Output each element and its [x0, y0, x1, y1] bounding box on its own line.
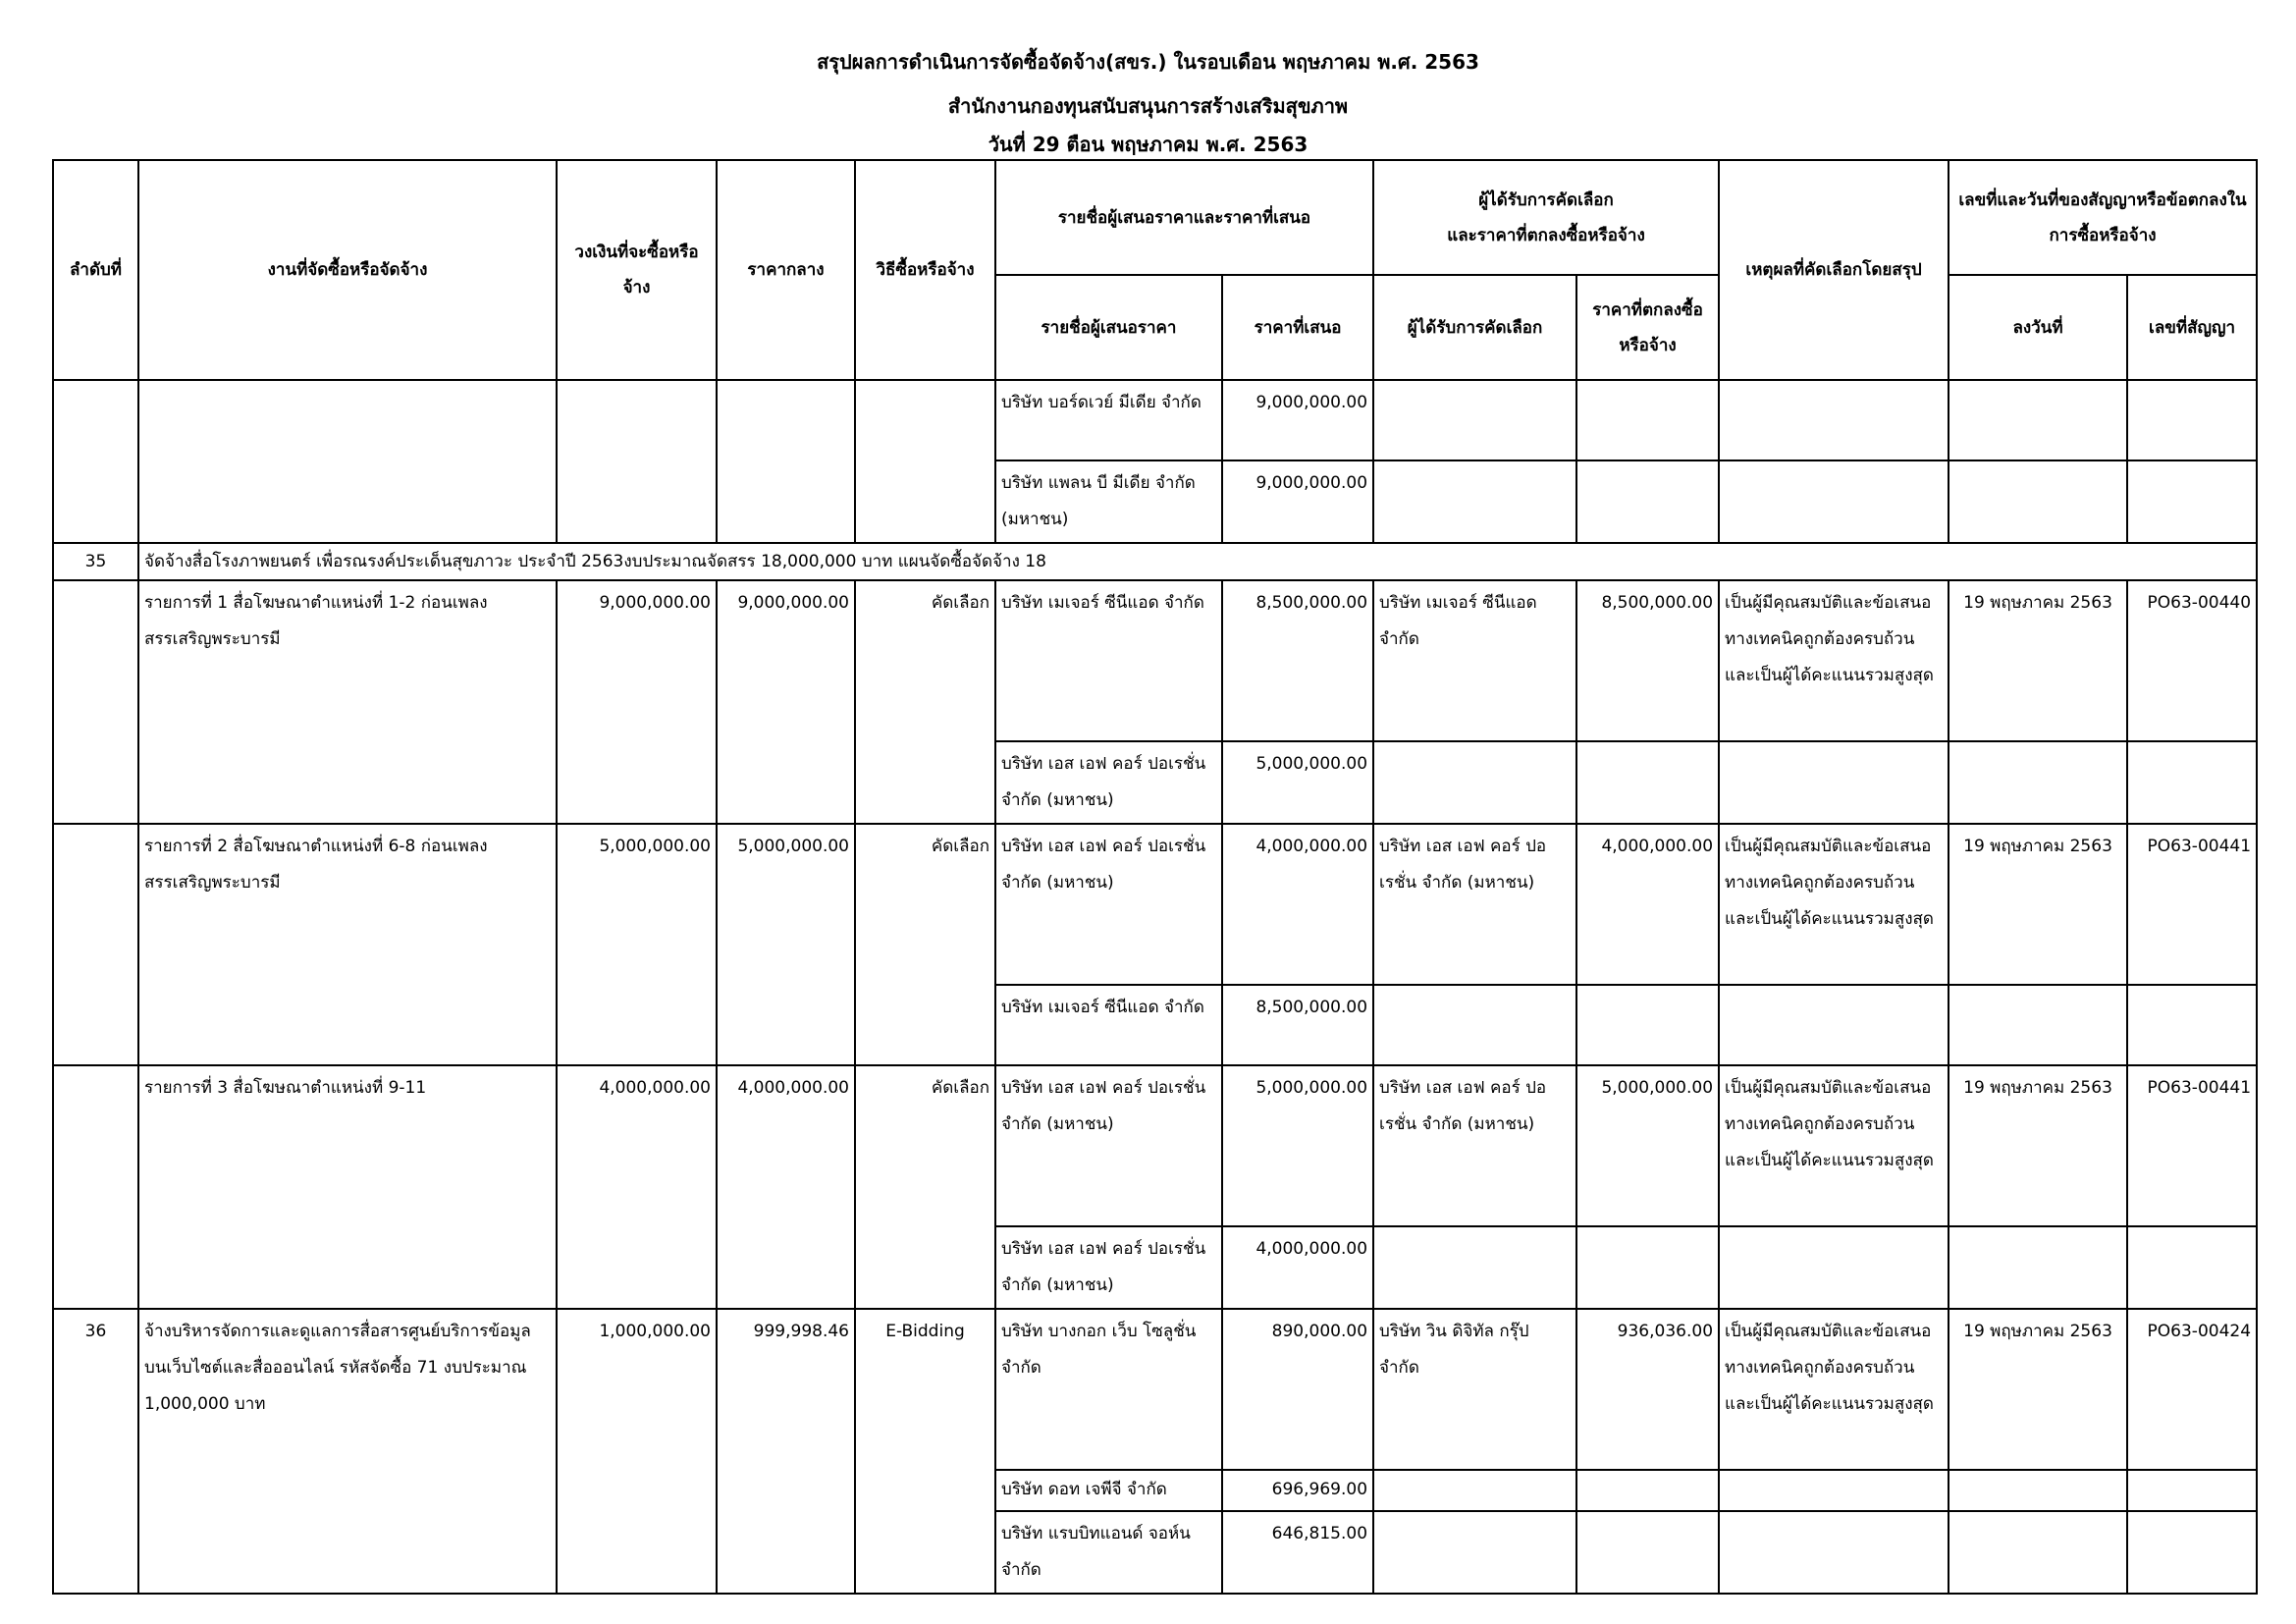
bid-price: 4,000,000.00	[1222, 1226, 1373, 1309]
cell-empty	[1949, 1226, 2127, 1309]
col-contract-no: เลขที่สัญญา	[2127, 275, 2257, 380]
cell-empty	[2127, 1470, 2257, 1511]
selection-reason: เป็นผู้มีคุณสมบัติและข้อเสนอทางเทคนิคถูกต้องครบถ้วนและเป็นผู้ได้คะแนนรวมสูงสุด	[1719, 824, 1949, 985]
agreed-price: 5,000,000.00	[1576, 1065, 1719, 1226]
cell-empty	[2127, 380, 2257, 460]
col-bidders-group: รายชื่อผู้เสนอราคาและราคาที่เสนอ	[995, 160, 1373, 275]
cell-empty	[1576, 741, 1719, 824]
cell-empty	[1576, 460, 1719, 543]
cell-empty	[1719, 1226, 1949, 1309]
procurement-table	[52, 159, 2258, 1595]
col-agreed-price: ราคาที่ตกลงซื้อหรือจ้าง	[1576, 275, 1719, 380]
cell-empty	[53, 380, 138, 543]
bidder-name: บริษัท เอส เอฟ คอร์ ปอเรชั่น จำกัด (มหาชน)	[995, 1065, 1222, 1226]
agreed-price: 8,500,000.00	[1576, 580, 1719, 741]
agreed-price: 4,000,000.00	[1576, 824, 1719, 985]
cell-empty	[1576, 1511, 1719, 1594]
cell-empty	[1373, 1226, 1576, 1309]
procurement-method: คัดเลือก	[855, 824, 995, 1065]
selected-vendor: บริษัท เอส เอฟ คอร์ ปอเรชั่น จำกัด (มหาชน)	[1373, 1065, 1576, 1226]
cell-empty	[1373, 741, 1576, 824]
cell-empty	[1373, 1470, 1576, 1511]
agreed-price: 936,036.00	[1576, 1309, 1719, 1470]
cell-empty	[1373, 380, 1576, 460]
col-seq: ลำดับที่	[53, 160, 138, 380]
col-contract-group: เลขที่และวันที่ของสัญญาหรือข้อตกลงในการซื้อหรือจ้าง	[1949, 160, 2257, 275]
table-row	[53, 1065, 2257, 1226]
cell-empty	[1719, 380, 1949, 460]
bid-price: 5,000,000.00	[1222, 1065, 1373, 1226]
item-title: จัดจ้างสื่อโรงภาพยนตร์ เพื่อรณรงค์ประเด็นสุขภาวะ ประจำปี 2563งบประมาณจัดสรร 18,000,000 บาท แผนจัดซื้อจัดจ้าง 18	[138, 543, 2257, 580]
bid-price: 5,000,000.00	[1222, 741, 1373, 824]
bid-price: 9,000,000.00	[1222, 380, 1373, 460]
contract-number: PO63-00441	[2127, 1065, 2257, 1226]
col-selected-group-line1: ผู้ได้รับการคัดเลือก	[1478, 189, 1614, 210]
agency-name: สำนักงานกองทุนสนับสนุนการสร้างเสริมสุขภาพ	[947, 94, 1349, 118]
bidder-name: บริษัท เมเจอร์ ซีนีแอด จำกัด	[995, 985, 1222, 1065]
bidder-name: บริษัท บางกอก เว็บ โซลูชั่น จำกัด	[995, 1309, 1222, 1470]
cell-empty	[2127, 460, 2257, 543]
bidder-name: บริษัท ดอท เจพีจี จำกัด	[995, 1470, 1222, 1511]
cell-empty	[1949, 380, 2127, 460]
bidder-name: บริษัท เอส เอฟ คอร์ ปอเรชั่น จำกัด (มหาชน)	[995, 741, 1222, 824]
budget-amount: 5,000,000.00	[557, 824, 717, 1065]
cell-empty	[1719, 460, 1949, 543]
contract-date: 19 พฤษภาคม 2563	[1949, 1309, 2127, 1470]
col-selected-group-line2: และราคาที่ตกลงซื้อหรือจ้าง	[1447, 225, 1645, 245]
budget-amount: 4,000,000.00	[557, 1065, 717, 1309]
col-work: งานที่จัดซื้อหรือจัดจ้าง	[138, 160, 557, 380]
cell-empty	[557, 380, 717, 543]
bid-price: 8,500,000.00	[1222, 985, 1373, 1065]
col-reason: เหตุผลที่คัดเลือกโดยสรุป	[1719, 160, 1949, 380]
cell-empty	[1576, 1226, 1719, 1309]
report-title: สรุปผลการดำเนินการจัดซื้อจัดจ้าง(สขร.) ในรอบเดือน พฤษภาคม พ.ศ. 2563	[817, 50, 1479, 74]
bid-price: 646,815.00	[1222, 1511, 1373, 1594]
cell-empty	[2127, 1511, 2257, 1594]
work-description: จ้างบริหารจัดการและดูแลการสื่อสารศูนย์บริการข้อมูลบนเว็บไซต์และสื่อออนไลน์ รหัสจัดซื้อ 71 งบประมาณ 1,000,000 บาท	[138, 1309, 557, 1594]
bidder-name: บริษัท แพลน บี มีเดีย จำกัด (มหาชน)	[995, 460, 1222, 543]
bidder-name: บริษัท เมเจอร์ ซีนีแอด จำกัด	[995, 580, 1222, 741]
cell-empty	[1373, 460, 1576, 543]
cell-empty	[1576, 985, 1719, 1065]
col-median-price: ราคากลาง	[717, 160, 855, 380]
cell-empty	[855, 380, 995, 543]
work-description: รายการที่ 2 สื่อโฆษณาตำแหน่งที่ 6-8 ก่อนเพลงสรรเสริญพระบารมี	[138, 824, 557, 1065]
bid-price: 4,000,000.00	[1222, 824, 1373, 985]
contract-number: PO63-00441	[2127, 824, 2257, 985]
median-price: 4,000,000.00	[717, 1065, 855, 1309]
bidder-name: บริษัท เอส เอฟ คอร์ ปอเรชั่น จำกัด (มหาชน)	[995, 824, 1222, 985]
cell-empty	[1719, 741, 1949, 824]
cell-empty	[53, 580, 138, 824]
procurement-method: E-Bidding	[855, 1309, 995, 1594]
col-selected-group	[1373, 160, 1719, 275]
contract-date: 19 พฤษภาคม 2563	[1949, 580, 2127, 741]
contract-date: 19 พฤษภาคม 2563	[1949, 1065, 2127, 1226]
contract-number: PO63-00440	[2127, 580, 2257, 741]
col-bid-price: ราคาที่เสนอ	[1222, 275, 1373, 380]
table-row	[53, 380, 2257, 460]
contract-date: 19 พฤษภาคม 2563	[1949, 824, 2127, 985]
cell-empty	[1373, 1511, 1576, 1594]
cell-empty	[1949, 460, 2127, 543]
cell-empty	[717, 380, 855, 543]
cell-empty	[1719, 1470, 1949, 1511]
selection-reason: เป็นผู้มีคุณสมบัติและข้อเสนอทางเทคนิคถูกต้องครบถ้วนและเป็นผู้ได้คะแนนรวมสูงสุด	[1719, 1065, 1949, 1226]
bid-price: 9,000,000.00	[1222, 460, 1373, 543]
cell-empty	[1719, 1511, 1949, 1594]
cell-empty	[53, 1065, 138, 1309]
cell-empty	[53, 824, 138, 1065]
col-method: วิธีซื้อหรือจ้าง	[855, 160, 995, 380]
procurement-method: คัดเลือก	[855, 1065, 995, 1309]
budget-amount: 1,000,000.00	[557, 1309, 717, 1594]
work-description: รายการที่ 1 สื่อโฆษณาตำแหน่งที่ 1-2 ก่อนเพลงสรรเสริญพระบารมี	[138, 580, 557, 824]
col-budget: วงเงินที่จะซื้อหรือจ้าง	[557, 160, 717, 380]
median-price: 999,998.46	[717, 1309, 855, 1594]
work-description: รายการที่ 3 สื่อโฆษณาตำแหน่งที่ 9-11	[138, 1065, 557, 1309]
table-row	[53, 824, 2257, 985]
cell-empty	[138, 380, 557, 543]
cell-empty	[1576, 380, 1719, 460]
cell-empty	[1949, 1511, 2127, 1594]
col-bidder-name: รายชื่อผู้เสนอราคา	[995, 275, 1222, 380]
cell-empty	[1373, 985, 1576, 1065]
cell-empty	[2127, 741, 2257, 824]
cell-empty	[1949, 985, 2127, 1065]
procurement-method: คัดเลือก	[855, 580, 995, 824]
budget-amount: 9,000,000.00	[557, 580, 717, 824]
selection-reason: เป็นผู้มีคุณสมบัติและข้อเสนอทางเทคนิคถูกต้องครบถ้วนและเป็นผู้ได้คะแนนรวมสูงสุด	[1719, 1309, 1949, 1470]
bid-price: 696,969.00	[1222, 1470, 1373, 1511]
bidder-name: บริษัท เอส เอฟ คอร์ ปอเรชั่น จำกัด (มหาชน)	[995, 1226, 1222, 1309]
bidder-name: บริษัท แรบบิทแอนด์ จอห์น จำกัด	[995, 1511, 1222, 1594]
median-price: 9,000,000.00	[717, 580, 855, 824]
item-seq: 35	[53, 543, 138, 580]
col-selected-name: ผู้ได้รับการคัดเลือก	[1373, 275, 1576, 380]
col-contract-date: ลงวันที่	[1949, 275, 2127, 380]
contract-number: PO63-00424	[2127, 1309, 2257, 1470]
bid-price: 890,000.00	[1222, 1309, 1373, 1470]
item-seq: 36	[53, 1309, 138, 1594]
selection-reason: เป็นผู้มีคุณสมบัติและข้อเสนอทางเทคนิคถูกต้องครบถ้วนและเป็นผู้ได้คะแนนรวมสูงสุด	[1719, 580, 1949, 741]
selected-vendor: บริษัท เอส เอฟ คอร์ ปอเรชั่น จำกัด (มหาชน)	[1373, 824, 1576, 985]
cell-empty	[2127, 985, 2257, 1065]
median-price: 5,000,000.00	[717, 824, 855, 1065]
table-row	[53, 543, 2257, 580]
table-row	[53, 580, 2257, 741]
cell-empty	[1576, 1470, 1719, 1511]
report-date: วันที่ 29 ตือน พฤษภาคม พ.ศ. 2563	[988, 133, 1308, 156]
table-header	[53, 160, 2257, 380]
selected-vendor: บริษัท วิน ดิจิทัล กรุ๊ป จำกัด	[1373, 1309, 1576, 1470]
table-row	[53, 1309, 2257, 1470]
cell-empty	[2127, 1226, 2257, 1309]
cell-empty	[1949, 1470, 2127, 1511]
bidder-name: บริษัท บอร์ดเวย์ มีเดีย จำกัด	[995, 380, 1222, 460]
cell-empty	[1719, 985, 1949, 1065]
selected-vendor: บริษัท เมเจอร์ ซีนีแอด จำกัด	[1373, 580, 1576, 741]
bid-price: 8,500,000.00	[1222, 580, 1373, 741]
cell-empty	[1949, 741, 2127, 824]
